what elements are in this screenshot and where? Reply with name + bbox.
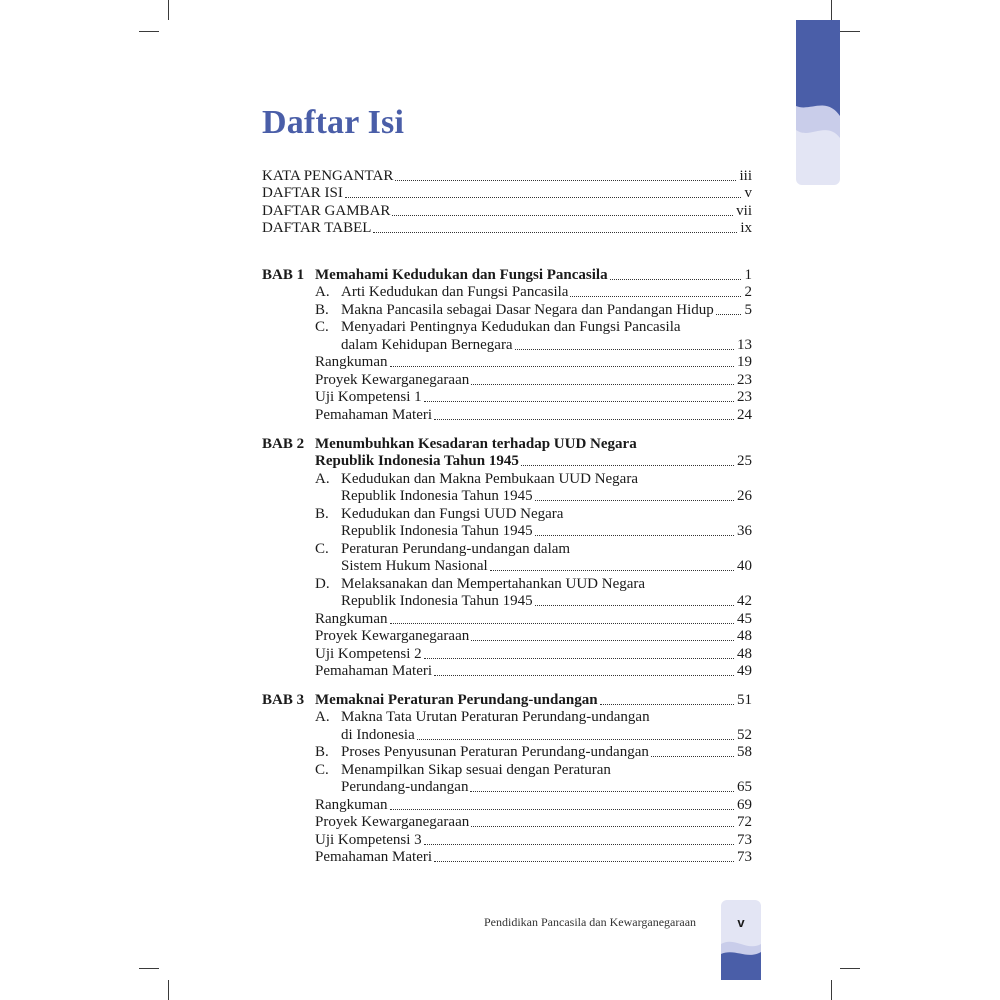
section-title-line1: Makna Tata Urutan Peraturan Perundang-undangan <box>341 709 650 725</box>
page-title: Daftar Isi <box>262 104 405 141</box>
toc-page-number: 58 <box>737 744 752 760</box>
chapter-extra-entry <box>315 627 752 645</box>
section-entry <box>341 778 752 796</box>
toc-leader-dots <box>570 296 741 297</box>
toc-leader-dots <box>395 180 736 181</box>
toc-page-number: 26 <box>737 488 752 504</box>
toc-leader-dots <box>471 384 734 385</box>
toc-entry-label: KATA PENGANTAR <box>262 167 394 184</box>
section-title-line2: Sistem Hukum Nasional <box>341 558 488 574</box>
toc-leader-dots <box>470 791 734 792</box>
chapter-number: BAB 1 <box>262 266 305 283</box>
toc-leader-dots <box>535 605 734 606</box>
toc-entry-label: Uji Kompetensi 1 <box>315 389 422 405</box>
toc-leader-dots <box>471 640 734 641</box>
section-entry <box>341 557 752 575</box>
section-title-line1: Melaksanakan dan Mempertahankan UUD Negara <box>341 575 646 592</box>
toc-entry-label: Uji Kompetensi 3 <box>315 831 422 848</box>
section-entry <box>341 300 752 318</box>
front-matter-entry <box>262 184 752 202</box>
section-entry <box>341 743 752 761</box>
chapter-title-entry <box>315 690 752 708</box>
crop-mark <box>840 31 860 32</box>
toc-leader-dots <box>434 675 734 676</box>
section-title-line2: Republik Indonesia Tahun 1945 <box>341 523 533 539</box>
chapter-extra-entry <box>315 609 752 627</box>
crop-mark <box>831 0 832 20</box>
toc-page-number: 23 <box>737 371 752 388</box>
crop-mark <box>139 31 159 32</box>
section-title-line1: Arti Kedudukan dan Fungsi Pancasila <box>341 284 569 300</box>
chapter-extra-entry <box>315 813 752 831</box>
toc-page-number: 48 <box>737 628 752 644</box>
section-title-line1: Makna Pancasila sebagai Dasar Negara dan Pandangan Hidup <box>341 301 714 318</box>
toc-page-number: 2 <box>744 284 752 300</box>
section-title-line1: Kedudukan dan Makna Pembukaan UUD Negara <box>341 470 638 487</box>
toc-page-number: 36 <box>737 523 752 539</box>
toc-page-number: 72 <box>737 814 752 830</box>
toc-entry-label: Proyek Kewarganegaraan <box>315 371 470 388</box>
page-number-tab <box>721 900 761 980</box>
footer-book-title: Pendidikan Pancasila dan Kewarganegaraan <box>484 915 697 929</box>
toc-leader-dots <box>471 826 734 827</box>
toc-entry-label: DAFTAR GAMBAR <box>262 202 391 219</box>
chapter-title-line2: Republik Indonesia Tahun 1945 <box>315 453 519 469</box>
section-entry <box>341 522 752 540</box>
toc-entry-label: Rangkuman <box>315 796 388 813</box>
toc-page-number: 73 <box>737 849 752 865</box>
crop-mark <box>168 0 169 20</box>
section-title-line2: Republik Indonesia Tahun 1945 <box>341 593 533 609</box>
section-title-line1: Menyadari Pentingnya Kedudukan dan Fungsi Pancasila <box>341 319 681 335</box>
section-title-line2: Republik Indonesia Tahun 1945 <box>341 488 533 504</box>
chapter-title-entry <box>315 452 752 470</box>
toc-leader-dots <box>417 739 734 740</box>
section-letter: C. <box>315 761 329 778</box>
toc-page-number: 42 <box>737 593 752 609</box>
toc-leader-dots <box>515 349 734 350</box>
toc-page-number: 51 <box>737 691 752 708</box>
chapter-extra-entry <box>315 830 752 848</box>
section-letter: D. <box>315 575 330 592</box>
chapter-extra-entry <box>315 370 752 388</box>
toc-page-number: 1 <box>744 266 752 283</box>
chapter-title-entry <box>315 265 752 283</box>
chapter-number: BAB 2 <box>262 435 305 452</box>
chapter-title-line1: Memaknai Peraturan Perundang-undangan <box>315 691 598 708</box>
chapter-extra-entry <box>315 848 752 866</box>
toc-entry-label: Pemahaman Materi <box>315 849 433 865</box>
toc-page-number: 52 <box>737 726 752 743</box>
chapter-number: BAB 3 <box>262 691 305 708</box>
chapter-extra-entry <box>315 353 752 371</box>
toc-page-number: 5 <box>744 301 752 318</box>
section-title-line2: dalam Kehidupan Bernegara <box>341 336 513 353</box>
toc-page-number: 40 <box>737 558 752 574</box>
toc-entry-label: Rangkuman <box>315 354 388 370</box>
section-title-line1: Menampilkan Sikap sesuai dengan Peraturan <box>341 761 611 778</box>
section-letter: A. <box>315 709 330 725</box>
toc-leader-dots <box>373 232 737 233</box>
toc-page-number: ix <box>740 220 752 236</box>
toc-leader-dots <box>424 658 734 659</box>
toc-page-number: 45 <box>737 610 752 627</box>
toc-entry-label: Rangkuman <box>315 610 388 627</box>
section-letter: C. <box>315 540 329 557</box>
toc-leader-dots <box>345 197 741 198</box>
section-title-line1: Peraturan Perundang-undangan dalam <box>341 540 571 557</box>
toc-leader-dots <box>434 861 734 862</box>
toc-entry-label: Pemahaman Materi <box>315 406 433 423</box>
section-entry <box>341 725 752 743</box>
chapter-title-line1: Memahami Kedudukan dan Fungsi Pancasila <box>315 266 608 283</box>
toc-page-number: 24 <box>737 406 752 423</box>
crop-mark <box>840 968 860 969</box>
toc-leader-dots <box>390 366 735 367</box>
toc-leader-dots <box>424 844 734 845</box>
toc-entry-label: Pemahaman Materi <box>315 663 433 679</box>
crop-mark <box>139 968 159 969</box>
toc-leader-dots <box>392 215 733 216</box>
front-matter-entry <box>262 201 752 219</box>
section-title-line2: di Indonesia <box>341 726 415 743</box>
toc-leader-dots <box>424 401 734 402</box>
toc-page-number: iii <box>739 167 752 184</box>
chapter-extra-entry <box>315 388 752 406</box>
toc-page-number: 73 <box>737 831 752 848</box>
toc-page-number: 13 <box>737 336 752 353</box>
toc-page-number: 69 <box>737 796 752 813</box>
toc-page-number: 25 <box>737 453 752 469</box>
section-entry <box>341 487 752 505</box>
chapter-extra-entry <box>315 405 752 423</box>
toc-entry-label: Uji Kompetensi 2 <box>315 645 422 662</box>
toc-entry-label: Proyek Kewarganegaraan <box>315 814 470 830</box>
section-entry <box>341 335 752 353</box>
toc-entry-label: DAFTAR ISI <box>262 185 343 201</box>
section-letter: A. <box>315 284 330 300</box>
section-title-line1: Kedudukan dan Fungsi UUD Negara <box>341 505 564 522</box>
side-tab-decoration <box>796 20 840 185</box>
front-matter-entry <box>262 219 752 237</box>
toc-page-number: 19 <box>737 354 752 370</box>
crop-mark <box>831 980 832 1000</box>
section-title-line2: Perundang-undangan <box>341 779 469 795</box>
toc-leader-dots <box>434 419 734 420</box>
section-entry <box>341 592 752 610</box>
section-letter: B. <box>315 744 329 760</box>
section-entry <box>341 283 752 301</box>
toc-page-number: 48 <box>737 645 752 662</box>
toc-leader-dots <box>535 500 734 501</box>
toc-leader-dots <box>535 535 734 536</box>
toc-page-number: 23 <box>737 389 752 405</box>
toc-leader-dots <box>390 623 735 624</box>
toc-page-number: v <box>744 185 752 201</box>
toc-leader-dots <box>716 314 741 315</box>
section-letter: C. <box>315 319 329 335</box>
section-letter: B. <box>315 505 329 522</box>
section-letter: B. <box>315 301 329 318</box>
chapter-extra-entry <box>315 644 752 662</box>
section-letter: A. <box>315 470 330 487</box>
toc-leader-dots <box>390 809 735 810</box>
toc-leader-dots <box>521 465 734 466</box>
toc-page-number: 65 <box>737 779 752 795</box>
toc-entry-label: Proyek Kewarganegaraan <box>315 628 470 644</box>
toc-leader-dots <box>610 279 741 280</box>
chapter-title-line1: Menumbuhkan Kesadaran terhadap UUD Negara <box>315 435 637 452</box>
toc-entry-label: DAFTAR TABEL <box>262 220 372 236</box>
toc-leader-dots <box>490 570 734 571</box>
toc-page-number: 49 <box>737 663 752 679</box>
chapter-extra-entry <box>315 795 752 813</box>
toc-leader-dots <box>600 704 734 705</box>
section-title-line1: Proses Penyusunan Peraturan Perundang-undangan <box>341 744 649 760</box>
page-number: v <box>737 915 745 930</box>
front-matter-entry <box>262 166 752 184</box>
toc-page-number: vii <box>736 202 752 219</box>
toc-leader-dots <box>651 756 734 757</box>
crop-mark <box>168 980 169 1000</box>
chapter-extra-entry <box>315 662 752 680</box>
